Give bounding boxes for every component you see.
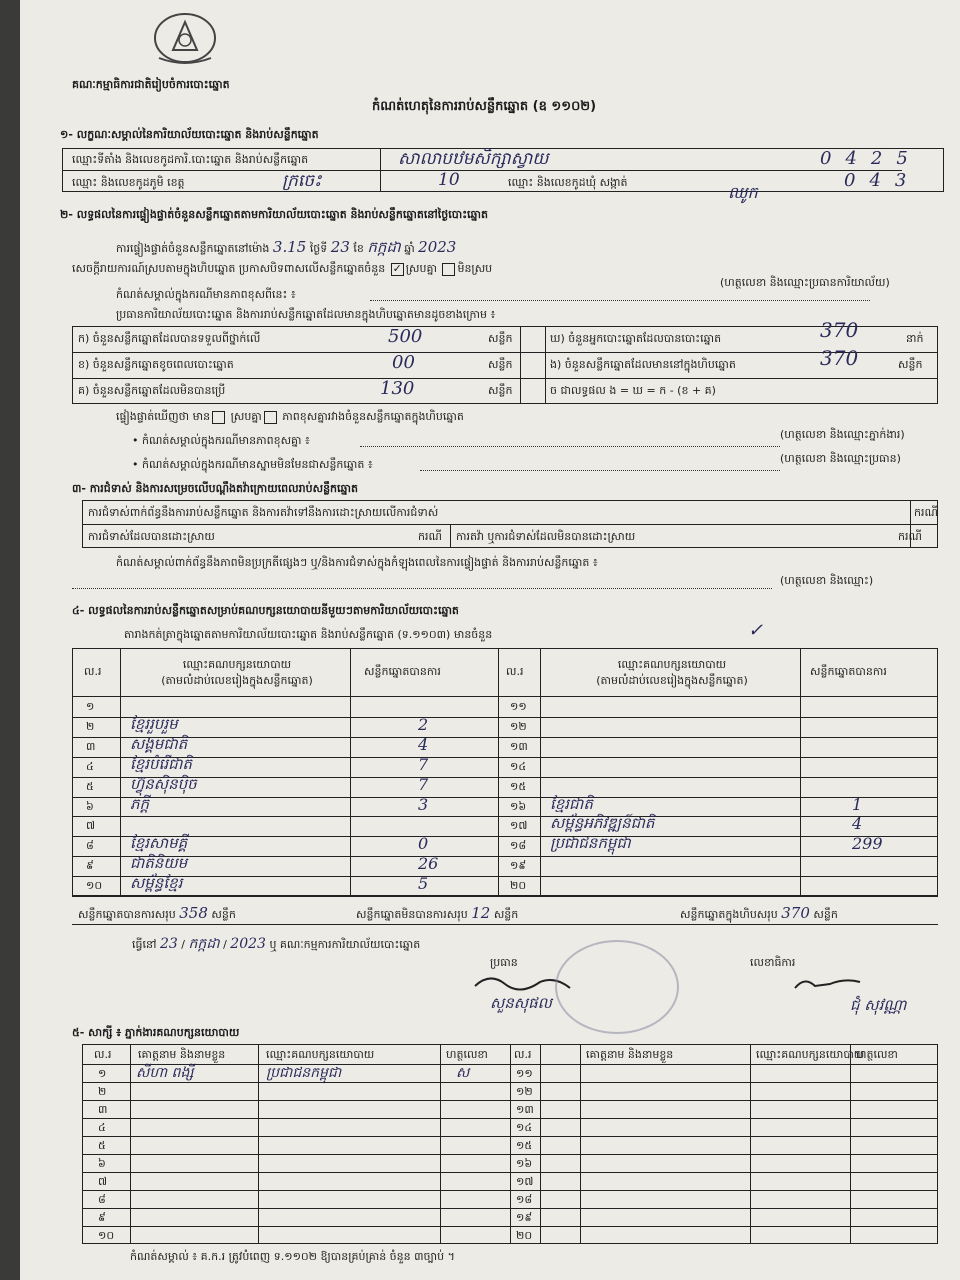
witness-row-no2: ២០: [516, 1229, 533, 1242]
witness-header: គោត្តនាម និងនាមខ្លួន: [138, 1048, 226, 1061]
unused-label: គ) ចំនួនសន្លឹកឆ្នោតដែលមិនបានប្រើ: [78, 384, 226, 397]
results-row-votes: 4: [418, 735, 429, 754]
section3-heading: ៣- ការជំទាស់ និងការសម្រេចលើបណ្តឹងតវ៉ាក្រោយពេលរាប់សន្លឹកឆ្នោត: [72, 482, 358, 495]
results-row-no2: ២០: [510, 879, 527, 892]
results-row-no: ៩: [86, 859, 94, 872]
witness-header: ល.រ: [514, 1048, 532, 1061]
section2-heading: ២- លទ្ធផលនៃការផ្ទៀងផ្ទាត់ចំនួនសន្លឹកឆ្នោតតាមការិយាល័យបោះឆ្នោត និងរាប់សន្លឹកឆ្នោតនៅថ្ងៃបោះឆ្នោត: [60, 208, 489, 221]
results-row-no2: ១៥: [510, 780, 527, 793]
witness-row-no: ៣: [98, 1103, 108, 1116]
section1-heading: ១- លក្ខណៈសម្គាល់នៃការិយាល័យបោះឆ្នោត និងរាប់សន្លឹកឆ្នោត: [60, 128, 319, 141]
results-row-votes2: 1: [852, 795, 863, 814]
secretary-label: លេខាធិការ: [750, 956, 796, 969]
received-label: ក) ចំនួនសន្លឹកឆ្នោតដែលបានទទួលពីថ្នាក់លើ: [78, 332, 261, 345]
results-row-party: ភក្ដី: [130, 795, 150, 813]
col-votes: សន្លឹកឆ្នោតបានការ: [364, 665, 441, 678]
objection-resolved-unit: ករណី: [418, 530, 442, 543]
received-unit: សន្លឹក: [488, 332, 513, 345]
section4-tick: ✓: [748, 620, 764, 641]
witness-row-name: សីហា ពង្សី: [136, 1065, 194, 1081]
location-code: 0425: [820, 148, 922, 169]
results-row-no: ១: [86, 700, 95, 713]
col-votes2: សន្លឹកឆ្នោតបានការ: [810, 665, 887, 678]
president-name: សួនសុផល: [490, 994, 552, 1012]
voters-label: ឃ) ចំនួនអ្នកបោះឆ្នោតដែលបានបោះឆ្នោត: [550, 332, 722, 345]
witness-header: ឈ្មោះគណបក្សនយោបាយ: [756, 1048, 865, 1061]
total-valid: សន្លឹកឆ្នោតបានការសរុប 358 សន្លឹក: [78, 904, 236, 922]
results-row-votes: 2: [418, 715, 429, 734]
results-row-votes: 5: [418, 874, 429, 893]
form-title: កំណត់ហេតុនៃការរាប់សន្លឹកឆ្នោត (ឧ ១១០២): [372, 99, 597, 114]
spoiled-value: 00: [392, 352, 415, 373]
witness-row-no: ៩: [98, 1211, 106, 1224]
check-line: ផ្ទៀងផ្ទាត់ឃើញថា មាន ស្របគ្នា ភាពខុសគ្នារវាងចំនួនសន្លឹកឆ្នោតក្នុងហិបឆ្នោត: [116, 410, 464, 423]
verify-line: ការផ្ទៀងផ្ទាត់ចំនួនសន្លឹកឆ្នោតនៅម៉ោង 3.15 ថ្ងៃទី 23 ខែ កក្កដា ឆ្នាំ 2023: [116, 238, 457, 256]
results-row-no2: ១៦: [510, 800, 527, 813]
witness-row-no: ៧: [98, 1175, 108, 1188]
inbox-label: ង) ចំនួនសន្លឹកឆ្នោតដែលមាននៅក្នុងហិបឆ្នោត: [550, 358, 736, 371]
witness-header: ហត្ថលេខា: [856, 1048, 898, 1061]
bullet-discrepancy: • កំណត់សម្គាល់ក្នុងករណីមានភាពខុសគ្នា ៖: [132, 434, 310, 447]
col-party: ឈ្មោះគណបក្សនយោបាយ (តាមលំដាប់លេខរៀងក្នុងសន្លឹកឆ្នោត): [161, 658, 313, 687]
sig-note: (ហត្ថលេខា និងឈ្មោះប្រធានការិយាល័យ): [720, 276, 890, 289]
witness-row-no: ២: [98, 1085, 107, 1098]
witness-row-no2: ១៣: [516, 1103, 534, 1116]
footer-note: កំណត់សម្គាល់ ៖ គ.ក.រ ត្រូវបំពេញ ទ.១១០២ ឱ្យបានគ្រប់គ្រាន់ ចំនួន ៣ច្បាប់ ។: [130, 1250, 455, 1263]
results-row-votes2: 4: [852, 814, 863, 833]
results-row-no: ៨: [86, 839, 94, 852]
witness-row-no: ៦: [98, 1157, 106, 1170]
section3-sig: (ហត្ថលេខា និងឈ្មោះ): [780, 574, 874, 587]
results-row-no2: ១១: [510, 700, 527, 713]
results-row-no: ៧: [86, 819, 96, 832]
results-row-no2: ១៧: [510, 819, 528, 832]
results-row-no: ១០: [86, 879, 103, 892]
witness-row-party: ប្រជាជនកម្ពុជា: [266, 1065, 342, 1081]
results-row-votes: 7: [418, 775, 429, 794]
witness-header: ឈ្មោះគណបក្សនយោបាយ: [266, 1048, 375, 1061]
org-name: គណៈកម្មាធិការជាតិរៀបចំការបោះឆ្នោត: [72, 78, 230, 91]
witness-row-sign: ស: [456, 1065, 470, 1081]
secretary-name: ជុំ សុវណ្ណា: [850, 996, 907, 1014]
results-row-party: សម្ព័ន្ធខ្មែរ: [130, 874, 183, 892]
objection-resolved: ការជំទាស់ដែលបានដោះស្រាយ: [88, 530, 215, 543]
witness-row-no2: ១៨: [516, 1193, 533, 1206]
received-value: 500: [388, 326, 423, 347]
results-row-party: ខ្មែរបំរើជាតិ: [130, 755, 192, 773]
results-row-votes: 3: [418, 795, 429, 814]
president-label: ប្រធាន: [490, 956, 518, 969]
inbox-unit: សន្លឹក: [898, 358, 923, 371]
document-page: [20, 0, 960, 1280]
bullet-foreign: • កំណត់សម្គាល់ក្នុងករណីមានស្នាមមិនមែនជាសន្លឹកឆ្នោត ៖: [132, 458, 373, 471]
province-value: ក្រចេះ: [282, 171, 322, 191]
witness-row-no2: ១៧: [516, 1175, 534, 1188]
results-row-party: សង្គមជាតិ: [130, 735, 188, 753]
results-row-votes2: 299: [852, 834, 883, 853]
results-row-party: ហ៊្វុនស៊ិនប៉ិច: [130, 775, 197, 793]
witness-row-no2: ១៤: [516, 1121, 533, 1134]
total-invalid: សន្លឹកឆ្នោតមិនបានការសរុប 12 សន្លឹក: [356, 904, 519, 922]
results-row-votes: 26: [418, 854, 439, 873]
location-value: សាលាបឋមសិក្សាស្វាយ: [398, 149, 549, 169]
objection-row1: ការជំទាស់ពាក់ព័ន្ធនឹងការរាប់សន្លឹកឆ្នោត និងការតវ៉ាទៅនឹងការដោះស្រាយលើការជំទាស់: [88, 506, 439, 519]
seal-line: សេចក្តីរាយការណ៍ស្របតាមក្នុងហិបឆ្នោត ប្រកាសបិទពាសលើសន្លឹកឆ្នោតចំនួន ✓ ស្របគ្នា មិនស្រប: [72, 261, 493, 275]
results-row-party2: ប្រជាជនកម្ពុជា: [550, 834, 631, 852]
results-row-no2: ១៣: [510, 740, 528, 753]
results-row-no: ៣: [86, 740, 96, 753]
spoiled-label: ខ) ចំនួនសន្លឹកឆ្នោតខូចពេលបោះឆ្នោត: [78, 358, 234, 371]
witness-row-no2: ១៥: [516, 1139, 533, 1152]
results-row-no2: ១៨: [510, 839, 527, 852]
witness-row-no2: ១១: [516, 1067, 533, 1080]
col-no2: ល.រ: [506, 665, 524, 678]
witness-row-no2: ១៦: [516, 1157, 533, 1170]
commune-handwritten: ឈូក: [728, 183, 758, 202]
results-row-no2: ១៩: [510, 859, 527, 872]
col-no: ល.រ: [84, 665, 102, 678]
commune-code: 043: [844, 170, 921, 191]
witness-header: ល.រ: [94, 1048, 112, 1061]
objection-row1-unit: ករណី: [914, 506, 938, 519]
location-label: ឈ្មោះទីតាំង និងលេខកូដការិ.បោះឆ្នោត និងរាប់សន្លឹកឆ្នោត: [72, 153, 309, 166]
province-label: ឈ្មោះ និងលេខកូដភូមិ ខេត្ត: [72, 176, 185, 189]
results-row-party: ខ្មែររួបរួម: [130, 715, 178, 733]
results-row-votes: 7: [418, 755, 429, 774]
results-row-no: ៦: [86, 800, 94, 813]
made-at: ធ្វើនៅ 23 / កក្កដា / 2023 ឬ គណៈកម្មការការិយាល័យបោះឆ្នោត: [132, 936, 421, 952]
results-row-party2: សម្ព័ន្ធអភិវឌ្ឍន៍ជាតិ: [550, 814, 655, 832]
formula-label: ច ជាលទ្ធផល ង = ឃ = ក - (ខ + គ): [550, 384, 716, 397]
results-row-no2: ១២: [510, 720, 527, 733]
results-row-no: ២: [86, 720, 95, 733]
results-row-no: ៤: [86, 760, 94, 773]
results-row-party2: ខ្មែរជាតិ: [550, 795, 593, 813]
section4-intro: តារាងកត់ត្រាក្នុងឆ្នោតតាមការិយាល័យបោះឆ្នោត និងរាប់សន្លឹកឆ្នោត (ទ.១១០៣) មានចំនួន: [124, 628, 493, 641]
objection-unresolved: ការតវ៉ា ឬការជំទាស់ដែលមិនបានដោះស្រាយ: [456, 530, 636, 543]
irregularity-note: កំណត់សម្គាល់ពាក់ព័ន្ធនឹងភាពមិនប្រក្រតីផ្សេងៗ ឬ/និងការជំទាស់ក្នុងកំឡុងពេលនៃការផ្ទៀងផ្ទាត់ និងការរាប់សន្លឹកឆ្នោត ៖: [116, 556, 598, 569]
objection-unresolved-unit: ករណី: [898, 530, 922, 543]
unused-unit: សន្លឹក: [488, 384, 513, 397]
witness-row-no2: ១៩: [516, 1211, 533, 1224]
results-row-no2: ១៤: [510, 760, 527, 773]
inbox-value: 370: [820, 346, 859, 370]
no-checkbox: [442, 263, 455, 276]
witness-row-no: ១០: [98, 1229, 115, 1242]
spoiled-unit: សន្លឹក: [488, 358, 513, 371]
results-row-party: ជាតិនិយម: [130, 854, 188, 872]
president-sig-note: (ហត្ថលេខា និងឈ្មោះប្រធាន): [780, 452, 901, 465]
results-row-party: ខ្មែរសាមគ្គី: [130, 834, 188, 852]
section4-heading: ៤- លទ្ធផលនៃការរាប់សន្លឹកឆ្នោតសម្រាប់គណបក្សនយោបាយនីមួយៗតាមការិយាល័យបោះឆ្នោត: [72, 604, 459, 617]
national-emblem-icon: [145, 10, 225, 68]
yes-checkbox: ✓: [392, 261, 402, 275]
results-row-votes: 0: [418, 834, 429, 853]
witness-row-no: ១: [98, 1067, 107, 1080]
official-seal-icon: [555, 940, 679, 1034]
unused-value: 130: [380, 378, 415, 399]
witness-row-no: ៤: [98, 1121, 106, 1134]
ballot-intro: ប្រធានការិយាល័យបោះឆ្នោត និងការរាប់សន្លឹកឆ្នោតដែលមានក្នុងហិបឆ្នោតមានដូចខាងក្រោម ៖: [116, 308, 496, 321]
commune-label: ឈ្មោះ និងលេខកូដឃុំ សង្កាត់: [508, 176, 628, 189]
witness-header: គោត្តនាម និងនាមខ្លួន: [586, 1048, 674, 1061]
total-all: សន្លឹកឆ្នោតក្នុងហិបសរុប 370 សន្លឹក: [680, 904, 838, 922]
col-party2: ឈ្មោះគណបក្សនយោបាយ (តាមលំដាប់លេខរៀងក្នុងសន្លឹកឆ្នោត): [596, 658, 748, 687]
secretary-signature: [790, 972, 870, 996]
voters-value: 370: [820, 318, 859, 342]
discrepancy-note: កំណត់សម្គាល់ក្នុងករណីមានភាពខុសពីនេះ ៖: [116, 288, 296, 301]
results-row-no: ៥: [86, 780, 94, 793]
province-code: 10: [438, 170, 460, 190]
witness-row-no: ៥: [98, 1139, 106, 1152]
section5-heading: ៥- សាក្សី ៖ ភ្នាក់ងារគណបក្សនយោបាយ: [72, 1026, 240, 1039]
witness-row-no2: ១២: [516, 1085, 533, 1098]
voters-unit: នាក់: [906, 332, 924, 345]
witness-header: ហត្ថលេខា: [446, 1048, 488, 1061]
agent-sig-note: (ហត្ថលេខា និងឈ្មោះភ្នាក់ងារ): [780, 428, 905, 441]
witness-row-no: ៨: [98, 1193, 106, 1206]
